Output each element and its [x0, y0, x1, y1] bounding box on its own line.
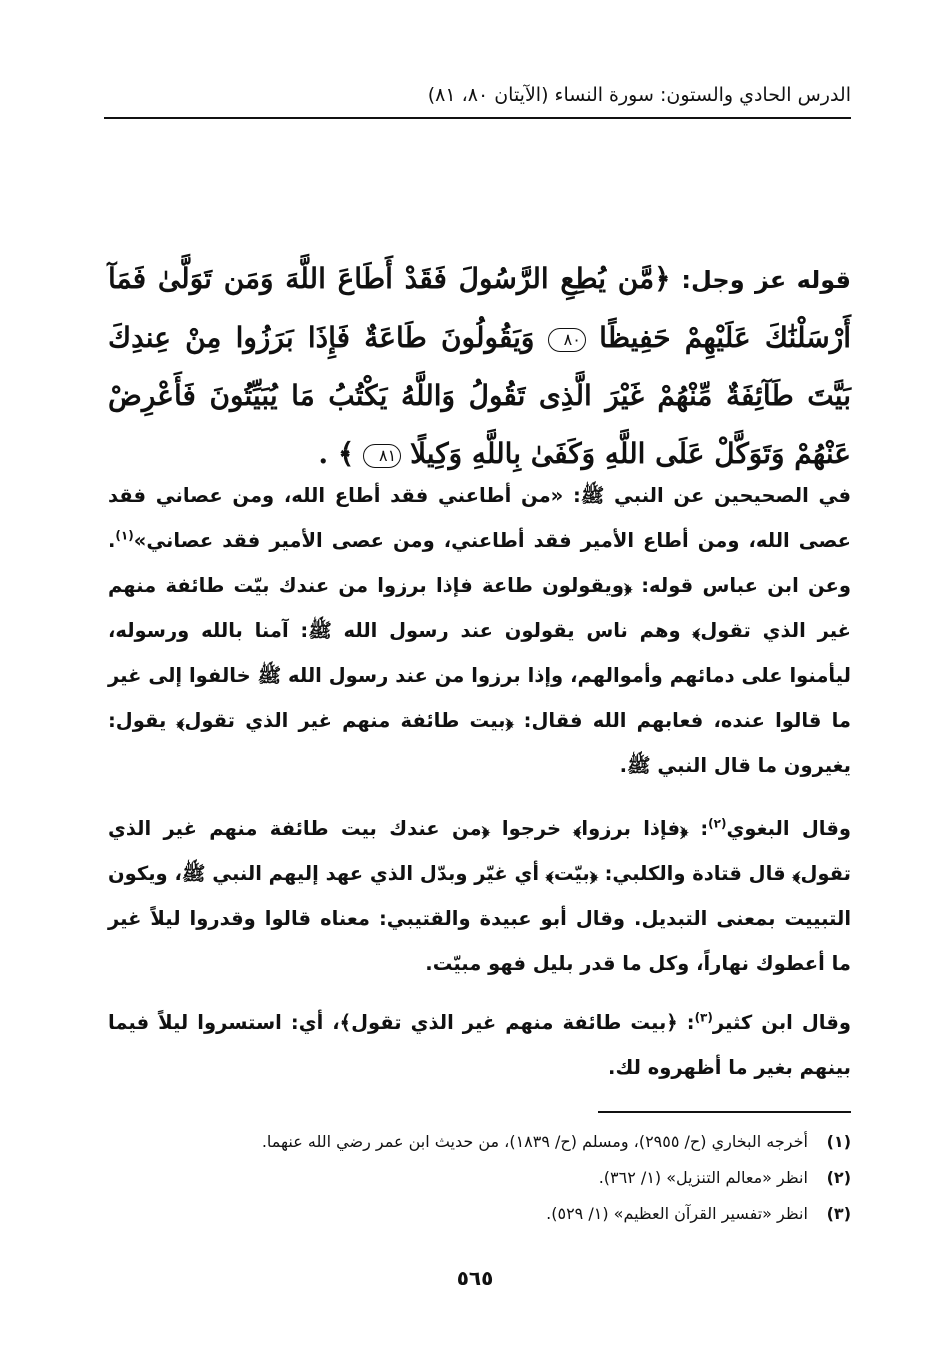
verse-intro: قوله عز وجل:	[681, 266, 851, 294]
footnote-text: انظر «معالم التنزيل» (١/ ٣٦٢).	[598, 1168, 808, 1187]
footnote-item	[108, 1124, 851, 1160]
verse-text-80: ﴿مَّن يُطِعِ الرَّسُولَ فَقَدْ أَطَاعَ اللَّهَ وَمَن تَوَلَّىٰ فَمَآ أَرْسَلْنَٰكَ عَلَيْهِمْ حَفِيظًا	[108, 262, 852, 354]
paragraph-hadith	[108, 473, 851, 788]
footnote-item	[108, 1196, 851, 1232]
ayah-number-80: ٨٠	[548, 328, 586, 352]
paragraph-text: وقال ابن كثير	[712, 1011, 851, 1034]
footnote-ref: (١)	[115, 528, 134, 543]
paragraph-text: : ﴿بيت طائفة منهم غير الذي تقول﴾، أي: استسروا ليلاً فيما بينهم بغير ما أظهروه لك.	[108, 1011, 851, 1079]
verse-end: ﴾ .	[318, 437, 355, 470]
footnote-ref: (٣)	[694, 1010, 713, 1025]
footnote-separator	[598, 1111, 851, 1113]
footnote-item	[108, 1160, 851, 1196]
paragraph-baghawi	[108, 806, 851, 986]
paragraph-text: : ﴿فإذا برزوا﴾ خرجوا ﴿من عندك بيت طائفة منهم غير الذي تقول﴾ قال قتادة والكلبي: ﴿بيّت﴾ أي غيّر وبدّل الذي عهد إليهم النبي ﷺ، ويكون التبييت بمعنى التبديل. وقال أبو عبيدة والقتيبي: معناه قالوا وقدروا ليلاً غير ما أعطوك نهاراً، وكل ما قدر بليل فهو مبيّت.	[108, 817, 851, 975]
footnotes	[108, 1124, 851, 1232]
footnote-number: (٣)	[826, 1204, 851, 1223]
page-number: ٥٦٥	[456, 1266, 494, 1290]
footnote-ref: (٢)	[708, 816, 727, 831]
footnote-text: انظر «تفسير القرآن العظيم» (١/ ٥٢٩).	[546, 1204, 808, 1223]
paragraph-text: وقال البغوي	[726, 817, 852, 840]
header-rule	[104, 117, 851, 119]
footnote-number: (١)	[826, 1132, 851, 1151]
paragraph-text: . وعن ابن عباس قوله: ﴿ويقولون طاعة فإذا برزوا من عندك بيّت طائفة منهم غير الذي تقول﴾ وهم ناس يقولون عند رسول الله ﷺ: آمنا بالله ورسوله، ليأمنوا على دمائهم وأموالهم، وإذا برزوا من عند رسول الله ﷺ خالفوا إلى غير ما قالوا عنده، فعابهم الله فقال: ﴿بيت طائفة منهم غير الذي تقول﴾ يقول: يغيرون ما قال النبي ﷺ.	[108, 529, 851, 777]
paragraph-text: في الصحيحين عن النبي ﷺ: «من أطاعني فقد أطاع الله، ومن عصاني فقد عصى الله، ومن أطاع الأمير فقد أطاعني، ومن عصى الأمير فقد عصاني»	[108, 484, 851, 552]
quran-verse-block	[108, 250, 851, 483]
footnote-text: أخرجه البخاري (ح/ ٢٩٥٥)، ومسلم (ح/ ١٨٣٩)، من حديث ابن عمر رضي الله عنهما.	[261, 1132, 808, 1151]
paragraph-ibn-kathir	[108, 1000, 851, 1090]
running-header: الدرس الحادي والستون: سورة النساء (الآيتان ٨٠، ٨١)	[427, 84, 851, 106]
footnote-number: (٢)	[826, 1168, 851, 1187]
ayah-number-81: ٨١	[363, 444, 401, 468]
verse-text-81: وَيَقُولُونَ طَاعَةٌ فَإِذَا بَرَزُوا مِنْ عِندِكَ بَيَّتَ طَآئِفَةٌ مِّنْهُمْ غَيْرَ الَّذِى تَقُولُ وَاللَّهُ يَكْتُبُ مَا يُبَيِّتُونَ فَأَعْرِضْ عَنْهُمْ وَتَوَكَّلْ عَلَى اللَّهِ وَكَفَىٰ بِاللَّهِ وَكِيلًا	[108, 321, 851, 470]
